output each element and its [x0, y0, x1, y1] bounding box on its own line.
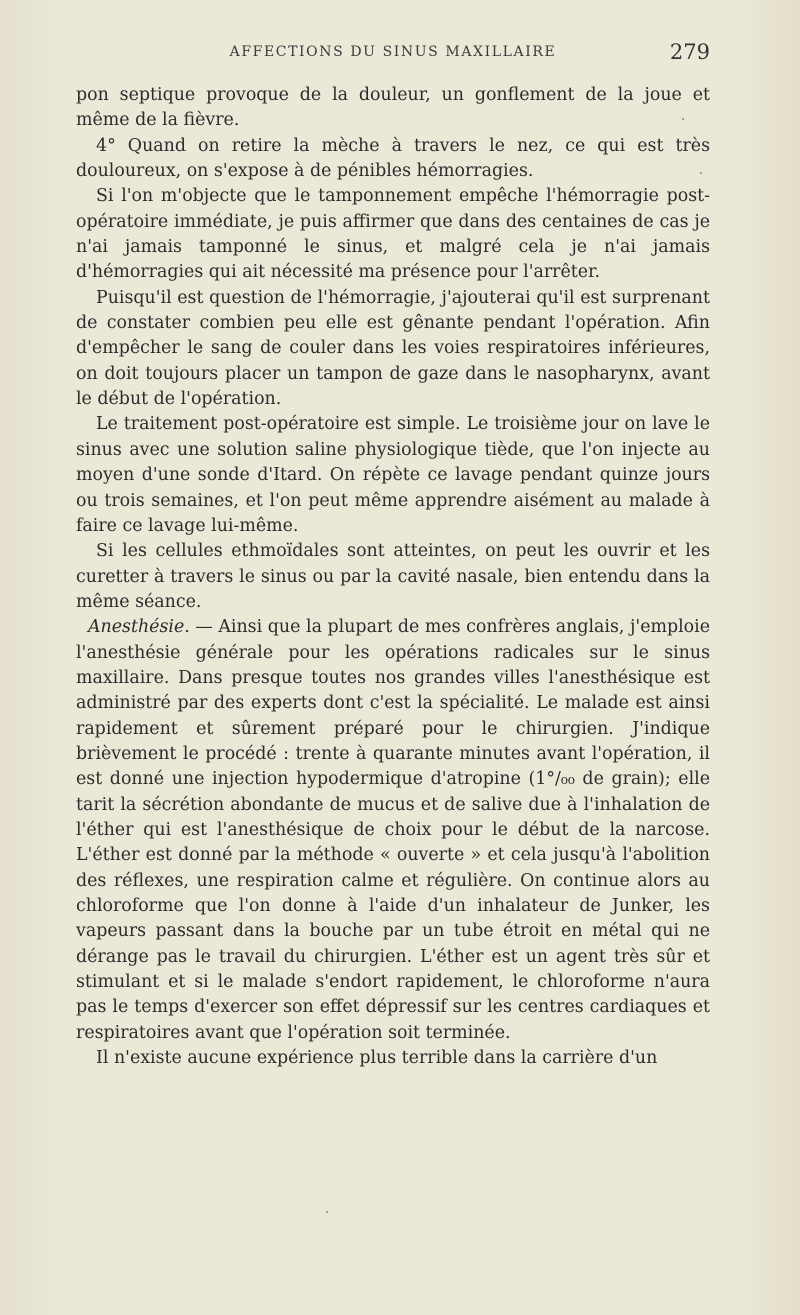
paragraph-4: Puisqu'il est question de l'hémorragie, j'ajouterai qu'il est surprenant de constater combien peu elle est gênante pendant l'opération. Afin d'empêcher le sang de couler dans les voies respiratoires inférieures, on doit toujours placer un tampon de gaze dans le nasopharynx, avant le début de l'opération.: [76, 287, 710, 410]
body-text: [76, 83, 710, 1071]
running-title: AFFECTIONS DU SINUS MAXILLAIRE: [229, 44, 557, 60]
paragraph-7-body: — Ainsi que la plupart de mes confrères anglais, j'emploie l'anesthésie générale pour les opérations radicales sur le sinus maxillaire. Dans presque toutes nos grandes villes l'anesthésique est administré par des experts dont c'est la spécialité. Le malade est ainsi rapidement et sûrement préparé pour le chirurgien. J'indique brièvement le procédé : trente à quarante minutes avant l'opération, il est donné une injection hypodermique d'atropine (1°/₀₀ de grain); elle tarit la sécrétion abondante de mucus et de salive due à l'inhalation de l'éther qui est l'anesthésique de choix pour le début de la narcose. L'éther est donné par la méthode « ouverte » et cela jusqu'à l'abolition des réflexes, une respiration calme et régulière. On continue alors au chloroforme que l'on donne à l'aide d'un inhalateur de Junker, les vapeurs passant dans la bouche par un tube étroit en métal qui ne dérange pas le travail du chirurgien. L'éther est un agent très sûr et stimulant et si le malade s'endort rapidement, le chloroforme n'aura pas le temps d'exercer son effet dépressif sur les centres cardiaques et respiratoires avant que l'opération soit terminée.: [76, 617, 710, 1043]
paragraph-7: [76, 615, 710, 1046]
paragraph-5: Le traitement post-opératoire est simple. Le troisième jour on lave le sinus avec une solution saline physiologique tiède, que l'on injecte au moyen d'une sonde d'Itard. On répète ce lavage pendant quinze jours ou trois semaines, et l'on peut même apprendre aisément au malade à faire ce lavage lui-même.: [76, 414, 710, 536]
section-label-anesthesie: Anesthésie.: [88, 617, 190, 638]
paragraph-1: pon septique provoque de la douleur, un gonflement de la joue et même de la fièvre.: [76, 85, 710, 131]
page-number: 279: [669, 40, 710, 64]
scan-speck: [700, 172, 702, 174]
page-header: [76, 40, 710, 70]
paragraph-6: Si les cellules ethmoïdales sont atteintes, on peut les ouvrir et les curetter à travers le sinus ou par la cavité nasale, bien entendu dans la même séance.: [76, 541, 710, 612]
paragraph-3: Si l'on m'objecte que le tamponnement empêche l'hémorragie post-opératoire immédiate, je puis affirmer que dans des centaines de cas je n'ai jamais tamponné le sinus, et malgré cela je n'ai jamais d'hémorragies qui ait nécessité ma présence pour l'arrêter.: [76, 186, 710, 283]
scan-speck: [682, 118, 684, 120]
paragraph-2: 4° Quand on retire la mèche à travers le nez, ce qui est très douloureux, on s'expose à de pénibles hémorragies.: [76, 135, 710, 182]
scan-speck: [326, 1211, 328, 1213]
paragraph-8: Il n'existe aucune expérience plus terrible dans la carrière d'un: [96, 1048, 658, 1069]
